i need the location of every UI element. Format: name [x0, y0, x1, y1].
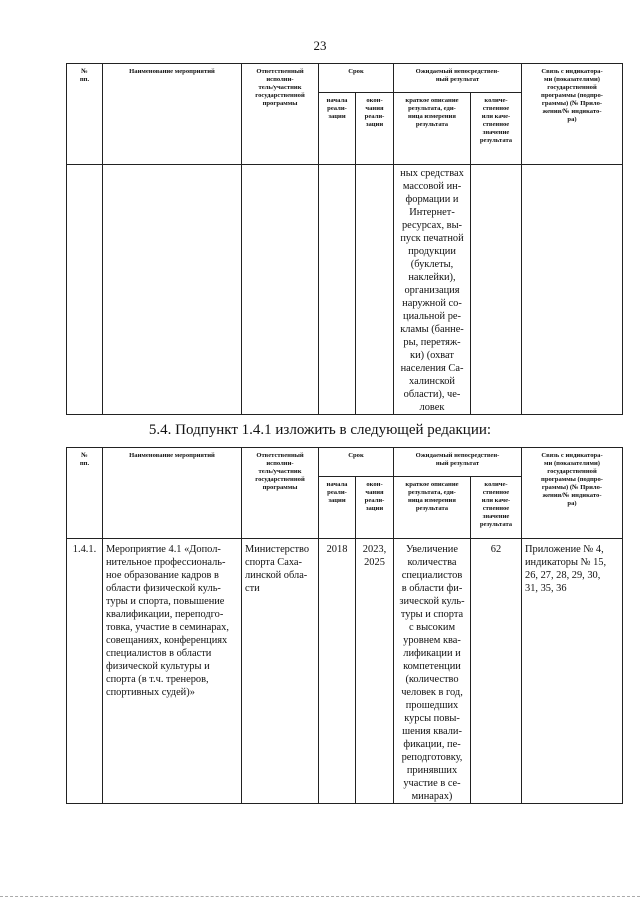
header-result-desc: краткое описание результата, еди- ница измерения результата [394, 93, 471, 165]
header-term-end: окон- чания реали- зации [356, 93, 394, 165]
measures-table [66, 447, 623, 804]
continuation-result-desc: ных средствах массовой ин- формации и Интернет- ресурсах, вы- пуск печатной продукции (буклеты, наклейки), организация наружной со- циальной ре- кламы (банне- ры, перетяж- ки) (охват населения Са- халинской области), че- ловек [394, 165, 471, 415]
row-start: 2018 [319, 539, 356, 804]
header-term: Срок [319, 448, 394, 477]
header-result: Ожидаемый непосредствен- ный результат [394, 448, 522, 477]
header-link: Связь с индикатора- ми (показателями) государственной программы (подпро- граммы) (№ Прило- жения/№ индикато- ра) [522, 64, 623, 165]
header-result-desc: краткое описание результата, еди- ница измерения результата [394, 477, 471, 539]
row-responsible: Министерство спорта Саха- линской обла- сти [242, 539, 319, 804]
section-heading: 5.4. Подпункт 1.4.1 изложить в следующей редакции: [148, 422, 492, 438]
header-responsible: Ответственный исполни- тель/участник государственной программы [242, 448, 319, 539]
row-num: 1.4.1. [67, 539, 103, 804]
table-row [67, 165, 623, 415]
row-end: 2023, 2025 [356, 539, 394, 804]
scan-edge-divider [0, 896, 640, 897]
header-num: № пп. [67, 64, 103, 165]
header-num: № пп. [67, 448, 103, 539]
row-result-desc: Увеличение количества специалистов в области фи- зической куль- туры и спорта с высоким уровнем ква- лификации и компетенции (количество человек в год, прошедших курсы повы- шения квали- фикации, пе- реподготовку, принявших участие в се- минарах) [394, 539, 471, 804]
row-link: Приложение № 4, индикаторы № 15, 26, 27, 28, 29, 30, 31, 35, 36 [522, 539, 623, 804]
header-result-value: количе- ственное или каче- ственное значение результата [471, 93, 522, 165]
table-row [67, 539, 623, 804]
header-term-start: начала реали- зации [319, 93, 356, 165]
page-number: 23 [313, 38, 327, 53]
row-result-value: 62 [471, 539, 522, 804]
header-responsible: Ответственный исполни- тель/участник государственной программы [242, 64, 319, 165]
header-result: Ожидаемый непосредствен- ный результат [394, 64, 522, 93]
header-term: Срок [319, 64, 394, 93]
header-result-value: количе- ственное или каче- ственное значение результата [471, 477, 522, 539]
measures-table-continuation [66, 63, 623, 415]
header-term-end: окон- чания реали- зации [356, 477, 394, 539]
header-name: Наименование мероприятий [103, 448, 242, 539]
header-term-start: начала реали- зации [319, 477, 356, 539]
header-link: Связь с индикатора- ми (показателями) государственной программы (подпро- граммы) (№ Прило- жения/№ индикато- ра) [522, 448, 623, 539]
row-name: Мероприятие 4.1 «Допол- нительное профессиональ- ное образование кадров в области физической куль- туры и спорта, повышение квалификации, переподго- товка, участие в семинарах, совещаниях, конференциях специалистов в области физической культуры и спорта (в т.ч. тренеров, спортивных судей)» [103, 539, 242, 804]
header-name: Наименование мероприятий [103, 64, 242, 165]
